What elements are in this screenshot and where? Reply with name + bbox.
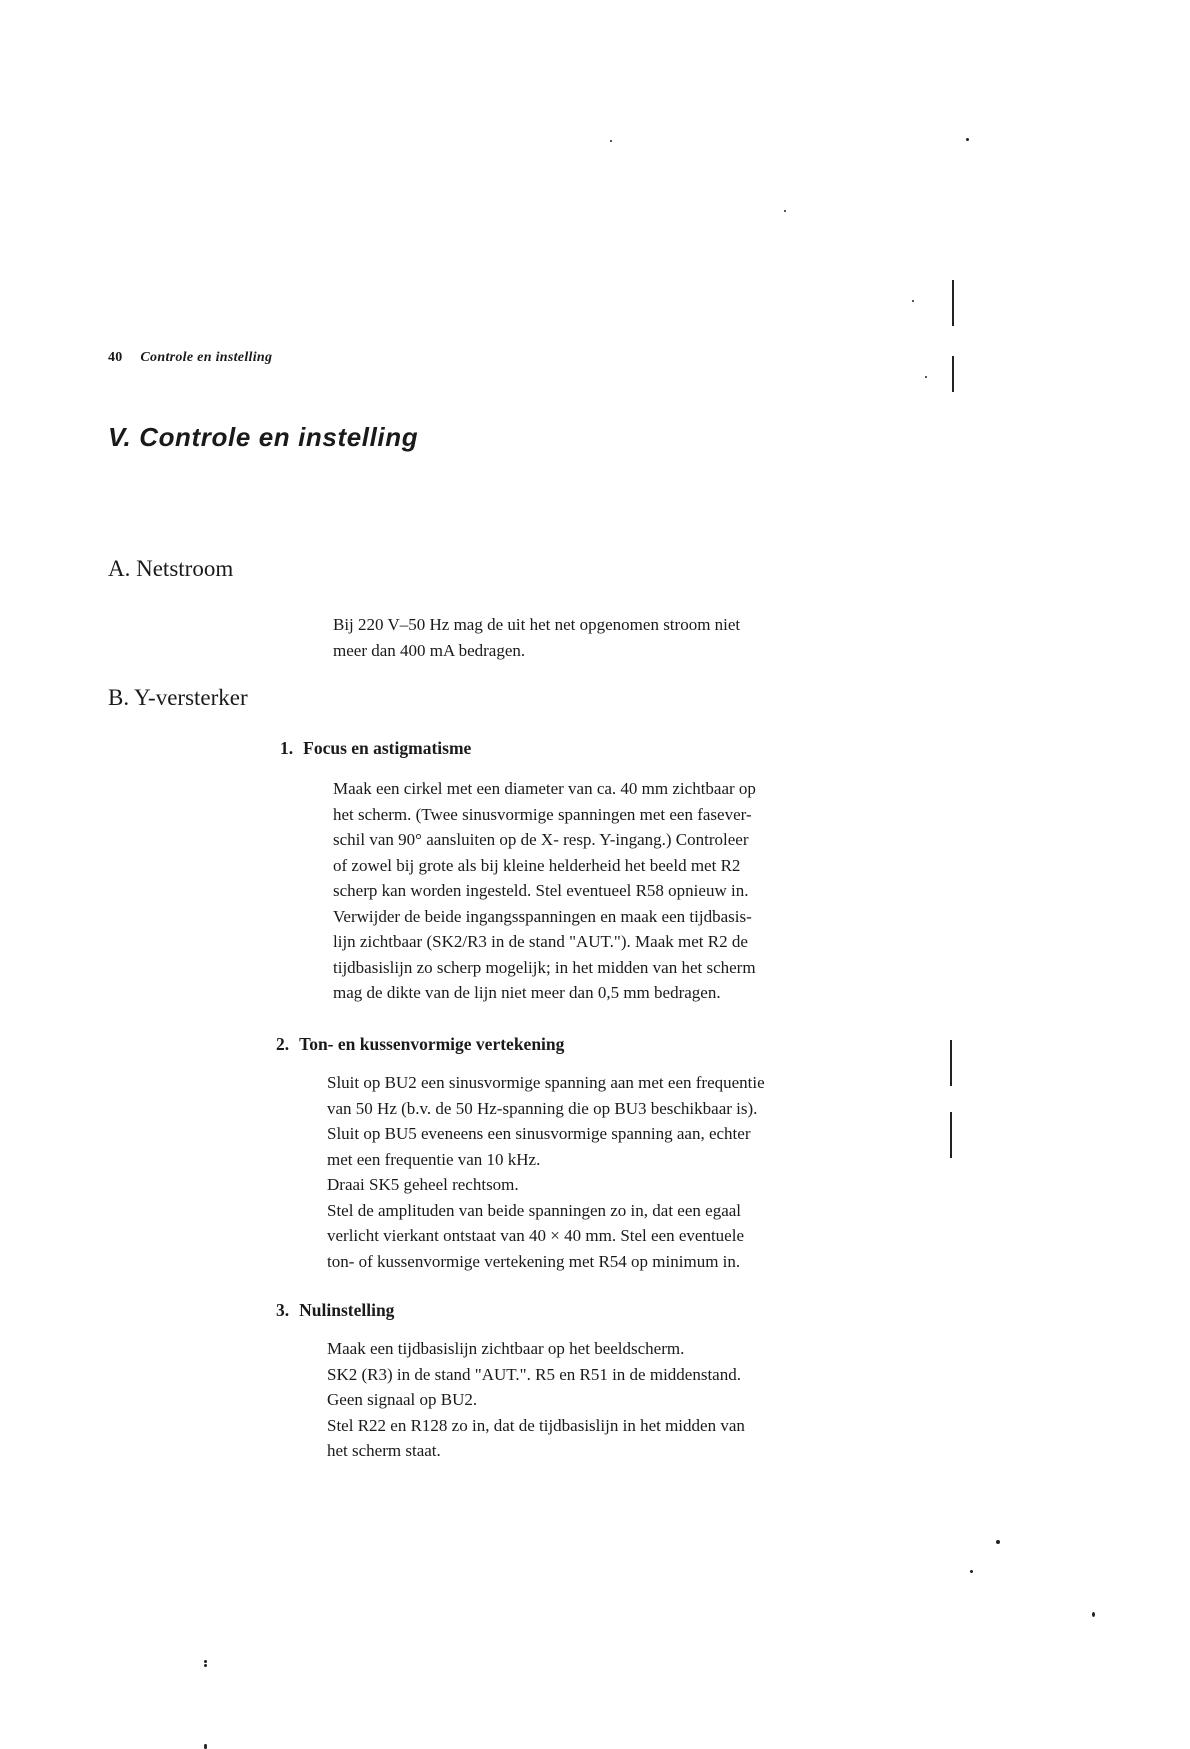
running-head-title: Controle en instelling bbox=[140, 350, 273, 365]
scan-speck bbox=[966, 138, 969, 141]
chapter-title: V. Controle en instelling bbox=[108, 422, 419, 452]
scan-speck bbox=[912, 300, 914, 302]
scan-speck bbox=[925, 376, 927, 378]
text-line: scherp kan worden ingesteld. Stel eventueel R58 opnieuw in. bbox=[333, 881, 749, 900]
subsection-number: 2. bbox=[276, 1034, 290, 1054]
text-line: Verwijder de beide ingangsspanningen en maak een tijdbasis- bbox=[333, 906, 752, 926]
subsection-number: 3. bbox=[276, 1300, 290, 1320]
subsection-paragraph-nulinstelling bbox=[327, 1336, 891, 1464]
subsection-title: Ton- en kussenvormige vertekening bbox=[299, 1034, 565, 1054]
text-line: schil van 90° aansluiten op de X- resp. Y-ingang.) Controleer bbox=[333, 830, 749, 849]
text-line: Bij 220 V–50 Hz mag de uit het net opgenomen stroom niet bbox=[333, 615, 741, 634]
scan-speck bbox=[996, 1540, 1000, 1544]
section-paragraph-netstroom bbox=[333, 612, 895, 663]
text-line: Draai SK5 geheel rechtsom. bbox=[327, 1175, 519, 1194]
text-line: meer dan 400 mA bedragen. bbox=[333, 640, 526, 660]
scan-speck bbox=[610, 140, 612, 142]
text-line: het scherm. (Twee sinusvormige spanningen met een fasever- bbox=[333, 804, 752, 824]
text-line: verlicht vierkant ontstaat van 40 × 40 mm. Stel een eventuele bbox=[327, 1226, 744, 1245]
scan-line-mark bbox=[952, 280, 954, 326]
scan-speck bbox=[204, 1664, 207, 1667]
section-heading-y-versterker: B. Y-versterker bbox=[108, 685, 248, 710]
text-line: SK2 (R3) in de stand "AUT.". R5 en R51 in de middenstand. bbox=[327, 1364, 741, 1384]
text-line: tijdbasislijn zo scherp mogelijk; in het midden van het scherm bbox=[333, 957, 756, 977]
subsection-title: Focus en astigmatisme bbox=[303, 738, 472, 758]
text-line: Maak een cirkel met een diameter van ca. 40 mm zichtbaar op bbox=[333, 779, 756, 798]
subsection-heading-nulinstelling bbox=[276, 1300, 394, 1321]
scan-line-mark bbox=[950, 1040, 952, 1086]
scan-speck bbox=[204, 1660, 207, 1663]
text-line: lijn zichtbaar (SK2/R3 in de stand "AUT."). Maak met R2 de bbox=[333, 932, 748, 951]
subsection-paragraph-focus bbox=[333, 776, 893, 1006]
running-head bbox=[108, 350, 272, 366]
text-line: of zowel bij grote als bij kleine helderheid het beeld met R2 bbox=[333, 855, 741, 875]
scan-speck bbox=[970, 1570, 973, 1573]
subsection-heading-focus bbox=[280, 738, 471, 759]
text-line: Stel de amplituden van beide spanningen zo in, dat een egaal bbox=[327, 1200, 742, 1220]
text-line: Maak een tijdbasislijn zichtbaar op het beeldscherm. bbox=[327, 1339, 685, 1358]
page-number: 40 bbox=[108, 350, 123, 365]
subsection-paragraph-vertekening bbox=[327, 1070, 891, 1274]
text-line: mag de dikte van de lijn niet meer dan 0,5 mm bedragen. bbox=[333, 983, 721, 1002]
subsection-title: Nulinstelling bbox=[299, 1300, 395, 1320]
text-line: Stel R22 en R128 zo in, dat de tijdbasislijn in het midden van bbox=[327, 1415, 745, 1435]
text-line: ton- of kussenvormige vertekening met R54 op minimum in. bbox=[327, 1251, 741, 1271]
text-line: Sluit op BU5 eveneens een sinusvormige spanning aan, echter bbox=[327, 1124, 751, 1143]
scan-line-mark bbox=[952, 356, 954, 392]
text-line: Sluit op BU2 een sinusvormige spanning aan met een frequentie bbox=[327, 1073, 765, 1092]
text-line: met een frequentie van 10 kHz. bbox=[327, 1149, 541, 1169]
text-line: het scherm staat. bbox=[327, 1441, 441, 1460]
scan-speck bbox=[784, 210, 786, 212]
subsection-number: 1. bbox=[280, 738, 294, 758]
subsection-heading-vertekening bbox=[276, 1034, 564, 1055]
section-heading-netstroom: A. Netstroom bbox=[108, 556, 234, 581]
scan-line-mark bbox=[950, 1112, 952, 1158]
scan-speck bbox=[1092, 1612, 1095, 1617]
text-line: van 50 Hz (b.v. de 50 Hz-spanning die op BU3 beschikbaar is). bbox=[327, 1098, 758, 1118]
text-line: Geen signaal op BU2. bbox=[327, 1390, 478, 1409]
